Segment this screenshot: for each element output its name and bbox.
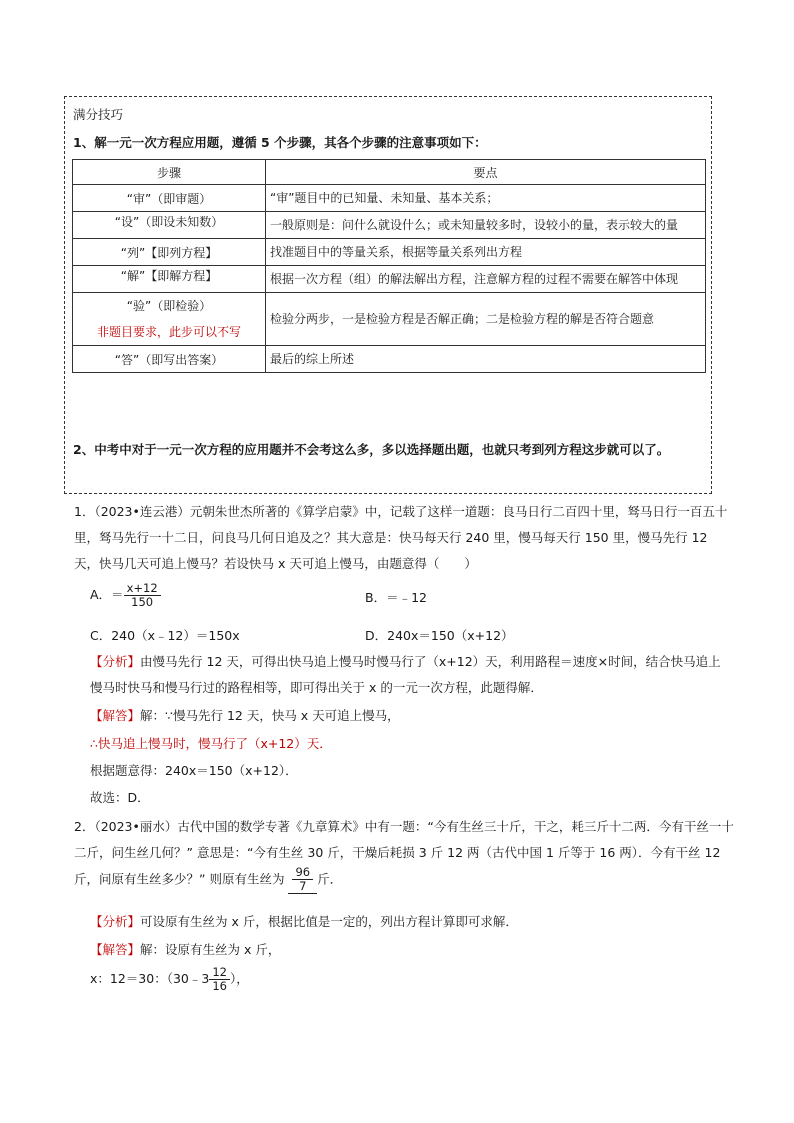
analysis-tag: 【分析】 xyxy=(90,914,141,929)
q1-option-d: D．240x＝150（x+12） xyxy=(365,628,514,643)
q2-stem xyxy=(74,814,734,894)
q2-analysis xyxy=(90,912,518,930)
point-cell: 根据一次方程（组）的解法解出方程，注意解方程的过程不需要在解答中体现 xyxy=(266,266,706,293)
equation-suffix: ）， xyxy=(229,971,249,986)
q2-equation xyxy=(90,966,249,993)
header-step: 步骤 xyxy=(73,160,266,185)
q1-answer-line-3: 根据题意得：240x＝150（x+12）． xyxy=(90,763,298,778)
equation-fraction xyxy=(209,966,230,993)
step-cell: “审”（即审题） xyxy=(73,185,266,212)
analysis-text: 可设原有生丝为 x 斤，根据比值是一定的，列出方程计算即可求解． xyxy=(140,914,518,929)
equation-prefix: x：12＝30：（30﹣3 xyxy=(90,971,210,986)
step-label: “验”（即检验） xyxy=(126,299,212,313)
point-cell: 最后的综上所述 xyxy=(266,346,706,373)
q1-answer-line-2: ∴快马追上慢马时，慢马行了（x+12）天． xyxy=(90,736,332,751)
table-row xyxy=(73,293,706,346)
q1-answer-line-1 xyxy=(90,706,400,724)
fraction-numerator: 96 xyxy=(292,866,313,880)
steps-table xyxy=(72,159,706,373)
q1-option-a-label: A．＝ xyxy=(90,587,124,602)
q1-answer-line-4: 故选：D． xyxy=(90,790,150,805)
table-header-row xyxy=(73,160,706,185)
fraction-numerator: 12 xyxy=(209,966,230,980)
step-cell xyxy=(73,293,266,346)
step-cell xyxy=(73,266,266,293)
q1-analysis xyxy=(90,649,730,701)
q2-answer-blank xyxy=(288,866,317,894)
table-row xyxy=(73,266,706,293)
step-cell: “列”【即列方程】 xyxy=(73,239,266,266)
q1-option-a xyxy=(90,582,161,609)
fraction-numerator: x+12 xyxy=(124,582,161,596)
analysis-tag: 【分析】 xyxy=(90,654,141,669)
tips-line-1: 1、解一元一次方程应用题，遵循 5 个步骤，其各个步骤的注意事项如下： xyxy=(73,135,487,150)
q2-stem-text: 2．（2023•丽水）古代中国的数学专著《九章算术》中有一题：“今有生丝三十斤，干之，耗三斤十二两．今有干丝一十二斤，问生丝几何？” 意思是：“今有生丝 30 斤，干燥后耗损 3 斤 12 两（古代中国 1 斤等于 16 两）．今有干丝 12 斤，问原有生丝多少？” 则原有生丝为 xyxy=(74,819,734,887)
analysis-text: 由慢马先行 12 天，可得出快马追上慢马时慢马行了（x+12）天，利用路程＝速度×时间，结合快马追上慢马时快马和慢马行过的路程相等，即可得出关于 x 的一元一次方程，此题得解． xyxy=(90,654,721,695)
answer-text: 解：∵慢马先行 12 天，快马 x 天可追上慢马， xyxy=(140,708,400,723)
fraction-denominator: 7 xyxy=(299,879,307,893)
answer-text: 解：设原有生丝为 x 斤， xyxy=(140,942,281,957)
point-cell: “审”题目中的已知量、未知量、基本关系； xyxy=(266,185,706,212)
point-cell: 一般原则是：问什么就设什么；或未知量较多时，设较小的量，表示较大的量 xyxy=(266,212,706,239)
answer-tag: 【解答】 xyxy=(90,942,141,957)
tips-title: 满分技巧 xyxy=(73,107,124,122)
q1-option-c: C．240（x﹣12）＝150x xyxy=(90,628,240,643)
step-cell xyxy=(73,212,266,239)
step-note: 非题目要求，此步可以不写 xyxy=(96,325,241,339)
point-cell: 找准题目中的等量关系，根据等量关系列出方程 xyxy=(266,239,706,266)
q1-option-a-fraction xyxy=(124,582,161,609)
q1-option-b: B．＝﹣12 xyxy=(365,590,427,605)
step-label: “设”（即设未知数） xyxy=(114,215,224,229)
point-cell: 检验分两步，一是检验方程是否解正确；二是检验方程的解是否符合题意 xyxy=(266,293,706,346)
tips-line-2: 2、中考中对于一元一次方程的应用题并不会考这么多，多以选择题出题，也就只考到列方程这步就可以了。 xyxy=(73,442,670,457)
q1-stem: 1．（2023•连云港）元朝朱世杰所著的《算学启蒙》中，记载了这样一道题：良马日行二百四十里，驽马日行一百五十里，驽马先行一十二日，问良马几何日追及之？其大意是：快马每天行 240 里，慢马每天行 150 里，慢马先行 12 天，快马几天可追上慢马？若设快马 x 天可追上慢马，由题意得（ ） xyxy=(74,504,728,571)
answer-tag: 【解答】 xyxy=(90,708,141,723)
fraction-denominator: 150 xyxy=(131,595,154,609)
table-row xyxy=(73,185,706,212)
q2-answer-fraction xyxy=(292,866,313,893)
q2-answer-line-1 xyxy=(90,940,280,958)
table-row xyxy=(73,212,706,239)
tips-box xyxy=(64,96,712,494)
step-cell: “答”（即写出答案） xyxy=(73,346,266,373)
step-label: “解”【即解方程】 xyxy=(120,269,218,283)
fraction-denominator: 16 xyxy=(212,979,227,993)
table-row xyxy=(73,346,706,373)
q2-stem-end: 斤． xyxy=(317,871,343,887)
table-row xyxy=(73,239,706,266)
header-point: 要点 xyxy=(266,160,706,185)
